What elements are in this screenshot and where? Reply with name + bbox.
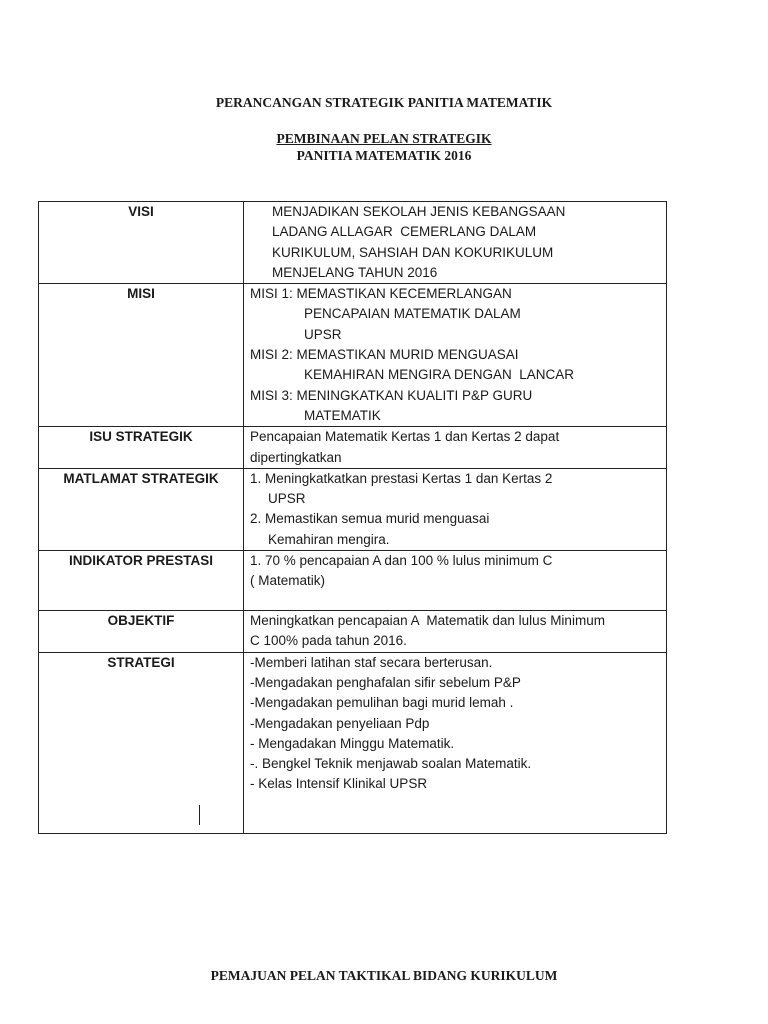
row-label-visi: VISI (39, 202, 244, 284)
visi-line: LADANG ALLAGAR CEMERLANG DALAM (272, 224, 537, 240)
table-row-strategi (39, 652, 667, 833)
objektif-line: Meningkatkan pencapaian A Matematik dan lulus Minimum (250, 613, 605, 629)
visi-line: KURIKULUM, SAHSIAH DAN KOKURIKULUM (272, 244, 554, 260)
matlamat-line: 2. Memastikan semua murid menguasai (250, 511, 490, 527)
row-label-misi: MISI (39, 284, 244, 427)
section-heading-footer: PEMAJUAN PELAN TAKTIKAL BIDANG KURIKULUM (210, 968, 558, 983)
row-label-matlamat-strategik: MATLAMAT STRATEGIK (39, 468, 244, 550)
row-label-objektif: OBJEKTIF (39, 611, 244, 653)
row-value-indikator-prestasi (244, 551, 667, 611)
row-value-visi (244, 202, 667, 284)
row-value-objektif (244, 611, 667, 653)
strategi-line: -Memberi latihan staf secara berterusan. (250, 654, 493, 670)
strategi-line: - Kelas Intensif Klinikal UPSR (250, 776, 428, 792)
row-label-isu-strategik: ISU STRATEGIK (39, 427, 244, 469)
strategi-line: - Mengadakan Minggu Matematik. (250, 735, 455, 751)
table-row-indikator-prestasi (39, 551, 667, 611)
table-row-isu-strategik (39, 427, 667, 469)
strategi-line: -Mengadakan penyeliaan Pdp (250, 715, 430, 731)
indikator-line: ( Matematik) (250, 573, 326, 589)
document-subtitle-line2: PANITIA MATEMATIK 2016 (296, 148, 472, 163)
table-row-objektif (39, 611, 667, 653)
document-subtitle-line1: PEMBINAAN PELAN STRATEGIK (276, 131, 492, 146)
misi-line: MISI 1: MEMASTIKAN KECEMERLANGAN (250, 286, 512, 302)
row-value-misi (244, 284, 667, 427)
misi-line: PENCAPAIAN MATEMATIK DALAM (304, 306, 521, 322)
misi-line: MISI 3: MENINGKATKAN KUALITI P&P GURU (250, 387, 533, 403)
isu-line: dipertingkatkan (250, 449, 342, 465)
strategic-plan-table (38, 201, 667, 834)
table-row-visi (39, 202, 667, 284)
table-row-matlamat-strategik (39, 468, 667, 550)
strategi-line: -Mengadakan pemulihan bagi murid lemah . (250, 695, 514, 711)
visi-line: MENJADIKAN SEKOLAH JENIS KEBANGSAAN (272, 204, 566, 219)
isu-line: Pencapaian Matematik Kertas 1 dan Kertas 2 dapat (250, 429, 560, 445)
matlamat-line: 1. Meningkatkatkan prestasi Kertas 1 dan Kertas 2 (250, 470, 553, 486)
misi-line: UPSR (304, 326, 342, 342)
indikator-line: 1. 70 % pencapaian A dan 100 % lulus minimum C (250, 553, 553, 569)
visi-line: MENJELANG TAHUN 2016 (272, 264, 438, 280)
misi-line: MISI 2: MEMASTIKAN MURID MENGUASAI (250, 347, 519, 363)
strategic-plan-table-container (38, 201, 667, 834)
row-value-isu-strategik (244, 427, 667, 469)
misi-line: MATEMATIK (304, 407, 381, 423)
strategi-line: -Mengadakan penghafalan sifir sebelum P&P (250, 674, 521, 690)
row-value-strategi (244, 652, 667, 833)
document-title: PERANCANGAN STRATEGIK PANITIA MATEMATIK (215, 95, 553, 110)
row-label-strategi: STRATEGI (39, 652, 244, 833)
matlamat-line: Kemahiran mengira. (268, 531, 390, 547)
table-row-misi (39, 284, 667, 427)
misi-line: KEMAHIRAN MENGIRA DENGAN LANCAR (304, 367, 575, 383)
strategi-line: -. Bengkel Teknik menjawab soalan Matematik. (250, 756, 532, 772)
objektif-line: C 100% pada tahun 2016. (250, 633, 407, 649)
matlamat-line: UPSR (268, 491, 306, 507)
table-stub-divider (199, 805, 200, 825)
row-label-indikator-prestasi: INDIKATOR PRESTASI (39, 551, 244, 611)
row-value-matlamat-strategik (244, 468, 667, 550)
